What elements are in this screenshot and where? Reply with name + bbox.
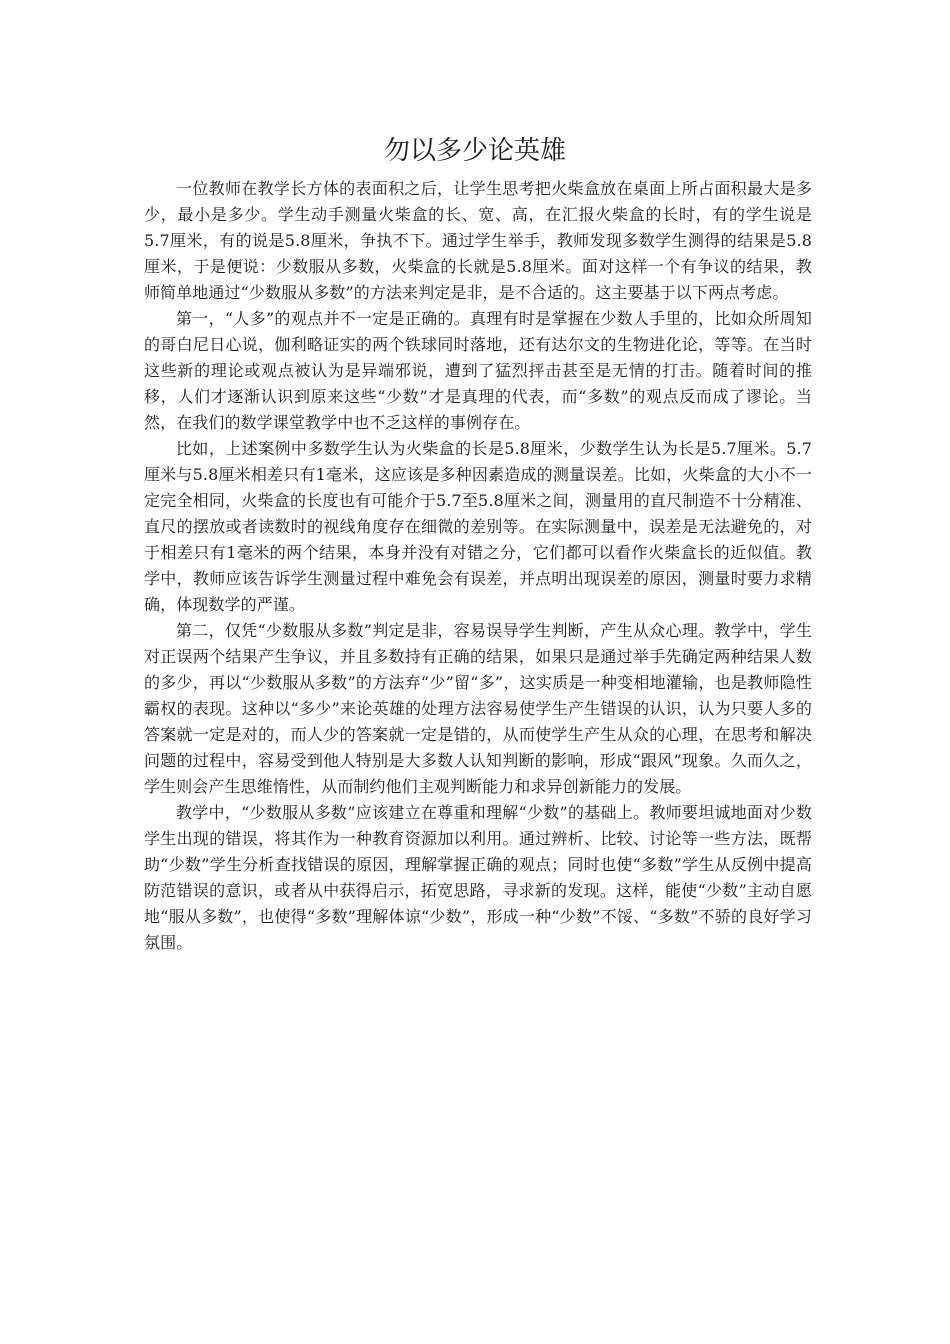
paragraph-intro: 一位教师在教学长方体的表面积之后，让学生思考把火柴盒放在桌面上所占面积最大是多少，最小是多少。学生动手测量火柴盒的长、宽、高，在汇报火柴盒的长时，有的学生说是5.7厘米，有的说是5.8厘米，争执不下。通过学生举手，教师发现多数学生测得的结果是5.8厘米，于是便说：少数服从多数，火柴盒的长就是5.8厘米。面对这样一个有争议的结果，教师简单地通过“少数服从多数”的方法来判定是非，是不合适的。这主要基于以下两点考虑。 xyxy=(144,179,812,302)
document-title: 勿以多少论英雄 xyxy=(383,136,566,166)
paragraph-example: 比如，上述案例中多数学生认为火柴盒的长是5.8厘米，少数学生认为长是5.7厘米。5.7厘米与5.8厘米相差只有1毫米，这应该是多种因素造成的测量误差。比如，火柴盒的大小不一定完全相同，火柴盒的长度也有可能介于5.7至5.8厘米之间，测量用的直尺制造不十分精准、直尺的摆放或者读数时的视线角度存在细微的差别等。在实际测量中，误差是无法避免的，对于相差只有1毫米的两个结果，本身并没有对错之分，它们都可以看作火柴盒长的近似值。教学中，教师应该告诉学生测量过程中难免会有误差，并点明出现误差的原因，测量时要力求精确，体现数学的严谨。 xyxy=(144,439,812,614)
document-body xyxy=(144,176,812,956)
paragraph-first-point: 第一，“人多”的观点并不一定是正确的。真理有时是掌握在少数人手里的，比如众所周知的哥白尼日心说，伽利略证实的两个铁球同时落地，还有达尔文的生物进化论，等等。在当时这些新的理论或观点被认为是异端邪说，遭到了猛烈抨击甚至是无情的打击。随着时间的推移，人们才逐渐认识到原来这些“少数”才是真理的代表，而“多数”的观点反而成了谬论。当然，在我们的数学课堂教学中也不乏这样的事例存在。 xyxy=(144,309,812,432)
paragraph-second-point: 第二，仅凭“少数服从多数”判定是非，容易误导学生判断，产生从众心理。教学中，学生对正误两个结果产生争议，并且多数持有正确的结果，如果只是通过举手先确定两种结果人数的多少，再以“少数服从多数”的方法弃“少”留“多”，这实质是一种变相地灌输，也是教师隐性霸权的表现。这种以“多少”来论英雄的处理方法容易使学生产生错误的认识，认为只要人多的答案就一定是对的，而人少的答案就一定是错的，从而使学生产生从众的心理，在思考和解决问题的过程中，容易受到他人特别是大多数人认知判断的影响，形成“跟风”现象。久而久之，学生则会产生思维惰性，从而制约他们主观判断能力和求异创新能力的发展。 xyxy=(144,621,812,796)
paragraph-conclusion: 教学中，“少数服从多数”应该建立在尊重和理解“少数”的基础上。教师要坦诚地面对少数学生出现的错误，将其作为一种教育资源加以利用。通过辨析、比较、讨论等一些方法，既帮助“少数”学生分析查找错误的原因，理解掌握正确的观点；同时也使“多数”学生从反例中提高防范错误的意识，或者从中获得启示，拓宽思路，寻求新的发现。这样，能使“少数”主动自愿地“服从多数”，也使得“多数”理解体谅“少数”，形成一种“少数”不馁、“多数”不骄的良好学习氛围。 xyxy=(144,803,812,952)
